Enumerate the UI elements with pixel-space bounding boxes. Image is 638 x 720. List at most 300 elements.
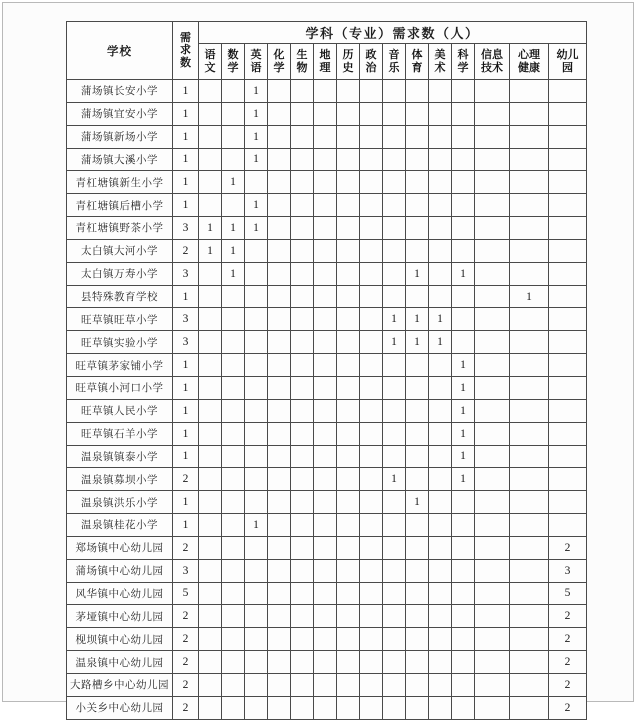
school-name-cell: 蒲场镇长安小学	[67, 80, 173, 103]
subject-value-cell	[199, 468, 222, 491]
subject-value-cell	[475, 696, 510, 719]
subject-header-line: 学	[273, 61, 285, 74]
subject-value-cell	[314, 651, 337, 674]
subject-value-cell	[406, 399, 429, 422]
demand-total-cell: 1	[173, 194, 199, 217]
subject-value-cell	[337, 331, 360, 354]
subject-value-cell	[452, 217, 475, 240]
subject-value-cell	[199, 422, 222, 445]
demand-total-cell: 1	[173, 445, 199, 468]
subject-value-cell	[406, 125, 429, 148]
school-name-cell: 青杠塘镇野茶小学	[67, 217, 173, 240]
subject-value-cell	[314, 331, 337, 354]
subject-value-cell	[406, 559, 429, 582]
subject-value-cell	[337, 605, 360, 628]
demand-total-cell: 3	[173, 217, 199, 240]
subject-value-cell	[549, 354, 587, 377]
subject-value-cell	[291, 445, 314, 468]
subject-value-cell	[510, 559, 549, 582]
subject-value-cell	[337, 628, 360, 651]
subject-value-cell	[314, 125, 337, 148]
subject-value-cell	[510, 102, 549, 125]
subject-value-cell: 1	[222, 239, 245, 262]
subject-value-cell	[337, 194, 360, 217]
subject-value-cell	[222, 194, 245, 217]
subject-value-cell: 1	[222, 171, 245, 194]
subject-header-line: 英	[250, 48, 262, 61]
subject-value-cell	[383, 491, 406, 514]
demand-total-cell: 1	[173, 491, 199, 514]
school-name-cell: 温泉镇洪乐小学	[67, 491, 173, 514]
school-name-cell: 小关乡中心幼儿园	[67, 696, 173, 719]
subject-value-cell	[475, 331, 510, 354]
table-row	[67, 673, 587, 696]
subject-value-cell	[475, 445, 510, 468]
subject-value-cell	[383, 217, 406, 240]
school-name-cell: 温泉镇募坝小学	[67, 468, 173, 491]
subject-value-cell	[291, 262, 314, 285]
subject-value-cell	[222, 308, 245, 331]
subject-value-cell	[475, 422, 510, 445]
subject-value-cell: 1	[429, 331, 452, 354]
subject-value-cell	[222, 80, 245, 103]
subject-value-cell	[245, 628, 268, 651]
subject-column-header	[314, 44, 337, 80]
subject-value-cell	[268, 125, 291, 148]
subject-header-line: 地	[319, 48, 331, 61]
subject-value-cell	[429, 148, 452, 171]
demand-total-cell: 1	[173, 376, 199, 399]
subject-value-cell	[406, 468, 429, 491]
subject-value-cell	[291, 125, 314, 148]
subject-value-cell	[337, 673, 360, 696]
subject-value-cell	[222, 148, 245, 171]
subject-value-cell	[337, 536, 360, 559]
demand-header-line: 求	[180, 44, 191, 57]
table-row	[67, 445, 587, 468]
subject-value-cell	[222, 354, 245, 377]
subject-header-line: 乐	[388, 61, 400, 74]
subject-value-cell	[452, 536, 475, 559]
table-row	[67, 194, 587, 217]
subject-value-cell: 1	[245, 102, 268, 125]
table-row	[67, 559, 587, 582]
subject-value-cell	[406, 673, 429, 696]
subject-value-cell	[510, 582, 549, 605]
subject-header-line: 音	[388, 48, 400, 61]
subject-value-cell	[549, 514, 587, 537]
subject-value-cell	[475, 399, 510, 422]
subject-header-line: 理	[319, 61, 331, 74]
subject-column-header	[475, 44, 510, 80]
subject-group-header: 学科（专业）需求数（人）	[199, 22, 587, 44]
subject-value-cell	[406, 696, 429, 719]
subject-value-cell	[383, 514, 406, 537]
subject-value-cell	[360, 468, 383, 491]
subject-value-cell	[245, 354, 268, 377]
subject-value-cell	[475, 354, 510, 377]
subject-value-cell	[314, 80, 337, 103]
subject-value-cell	[199, 673, 222, 696]
subject-value-cell	[337, 80, 360, 103]
subject-value-cell	[510, 148, 549, 171]
subject-value-cell	[429, 239, 452, 262]
subject-value-cell	[429, 102, 452, 125]
subject-value-cell: 1	[199, 239, 222, 262]
subject-value-cell	[383, 285, 406, 308]
subject-value-cell	[291, 194, 314, 217]
table-row	[67, 514, 587, 537]
subject-value-cell	[337, 696, 360, 719]
subject-value-cell	[383, 194, 406, 217]
subject-value-cell	[314, 262, 337, 285]
subject-value-cell	[337, 262, 360, 285]
subject-value-cell	[452, 308, 475, 331]
subject-value-cell	[245, 285, 268, 308]
subject-value-cell	[549, 285, 587, 308]
subject-value-cell	[199, 628, 222, 651]
subject-value-cell	[222, 628, 245, 651]
subject-value-cell	[199, 285, 222, 308]
subject-value-cell	[291, 422, 314, 445]
subject-value-cell	[549, 331, 587, 354]
subject-value-cell	[314, 536, 337, 559]
subject-value-cell	[475, 376, 510, 399]
subject-value-cell	[452, 148, 475, 171]
subject-value-cell	[549, 376, 587, 399]
subject-value-cell	[291, 559, 314, 582]
subject-column-header	[452, 44, 475, 80]
subject-value-cell	[245, 605, 268, 628]
subject-value-cell	[199, 102, 222, 125]
subject-value-cell	[268, 262, 291, 285]
subject-value-cell	[383, 148, 406, 171]
subject-value-cell: 2	[549, 605, 587, 628]
subject-value-cell	[475, 217, 510, 240]
subject-value-cell	[291, 217, 314, 240]
demand-total-cell: 2	[173, 468, 199, 491]
table-row	[67, 651, 587, 674]
subject-header-line: 语	[204, 48, 216, 61]
subject-value-cell: 1	[452, 354, 475, 377]
subject-value-cell	[360, 559, 383, 582]
subject-value-cell	[245, 308, 268, 331]
subject-value-cell	[268, 696, 291, 719]
subject-value-cell	[475, 536, 510, 559]
subject-header-line: 数	[227, 48, 239, 61]
subject-value-cell	[510, 605, 549, 628]
subject-value-cell	[383, 696, 406, 719]
subject-value-cell	[222, 605, 245, 628]
subject-value-cell	[314, 422, 337, 445]
subject-value-cell	[510, 308, 549, 331]
subject-value-cell	[268, 399, 291, 422]
subject-value-cell	[406, 605, 429, 628]
subject-value-cell	[475, 125, 510, 148]
subject-value-cell: 1	[245, 148, 268, 171]
subject-value-cell	[429, 171, 452, 194]
subject-value-cell	[268, 673, 291, 696]
subject-value-cell: 1	[452, 445, 475, 468]
subject-value-cell	[360, 399, 383, 422]
subject-value-cell	[199, 514, 222, 537]
subject-value-cell	[291, 148, 314, 171]
subject-value-cell	[314, 376, 337, 399]
subject-value-cell	[475, 171, 510, 194]
subject-column-header	[199, 44, 222, 80]
subject-value-cell	[222, 651, 245, 674]
subject-value-cell	[549, 468, 587, 491]
table-row	[67, 468, 587, 491]
school-name-cell: 旺草镇旺草小学	[67, 308, 173, 331]
subject-value-cell: 1	[406, 308, 429, 331]
subject-value-cell	[222, 536, 245, 559]
subject-value-cell	[429, 559, 452, 582]
subject-value-cell	[314, 514, 337, 537]
school-name-cell: 茅垭镇中心幼儿园	[67, 605, 173, 628]
subject-value-cell	[268, 354, 291, 377]
subject-value-cell	[406, 651, 429, 674]
subject-value-cell	[291, 331, 314, 354]
subject-value-cell	[429, 80, 452, 103]
subject-value-cell	[291, 354, 314, 377]
school-name-cell: 太白镇万寿小学	[67, 262, 173, 285]
subject-value-cell: 1	[452, 262, 475, 285]
subject-value-cell: 1	[452, 399, 475, 422]
subject-value-cell: 1	[510, 285, 549, 308]
subject-value-cell	[549, 194, 587, 217]
subject-value-cell: 1	[429, 308, 452, 331]
subject-value-cell: 2	[549, 673, 587, 696]
table-row	[67, 125, 587, 148]
subject-value-cell	[549, 491, 587, 514]
subject-column-header	[510, 44, 549, 80]
subject-value-cell	[549, 239, 587, 262]
subject-value-cell	[360, 239, 383, 262]
subject-value-cell	[475, 239, 510, 262]
subject-value-cell	[510, 628, 549, 651]
subject-value-cell	[510, 445, 549, 468]
subject-value-cell	[222, 582, 245, 605]
subject-value-cell	[383, 354, 406, 377]
demand-total-cell: 2	[173, 628, 199, 651]
subject-value-cell	[268, 491, 291, 514]
subject-header-line: 生	[296, 48, 308, 61]
school-name-cell: 蒲场镇宜安小学	[67, 102, 173, 125]
subject-value-cell	[383, 171, 406, 194]
subject-value-cell	[383, 651, 406, 674]
demand-total-cell: 1	[173, 354, 199, 377]
demand-total-cell: 2	[173, 239, 199, 262]
subject-value-cell	[268, 559, 291, 582]
subject-value-cell	[360, 536, 383, 559]
school-name-cell: 太白镇大河小学	[67, 239, 173, 262]
subject-value-cell	[222, 491, 245, 514]
subject-value-cell: 1	[452, 468, 475, 491]
subject-value-cell	[406, 217, 429, 240]
subject-value-cell	[291, 171, 314, 194]
subject-value-cell	[268, 80, 291, 103]
demand-total-cell: 1	[173, 80, 199, 103]
subject-value-cell: 2	[549, 696, 587, 719]
school-name-cell: 风华镇中心幼儿园	[67, 582, 173, 605]
subject-value-cell	[199, 354, 222, 377]
school-name-cell: 旺草镇实验小学	[67, 331, 173, 354]
table-row	[67, 628, 587, 651]
subject-value-cell	[429, 605, 452, 628]
subject-value-cell	[199, 605, 222, 628]
subject-value-cell	[360, 651, 383, 674]
subject-column-header	[429, 44, 452, 80]
subject-value-cell	[510, 376, 549, 399]
subject-value-cell	[406, 354, 429, 377]
subject-column-header	[406, 44, 429, 80]
subject-header-line: 物	[296, 61, 308, 74]
subject-value-cell	[510, 536, 549, 559]
subject-value-cell	[475, 651, 510, 674]
subject-value-cell	[314, 605, 337, 628]
subject-value-cell	[549, 217, 587, 240]
subject-value-cell	[268, 171, 291, 194]
subject-value-cell	[406, 582, 429, 605]
subject-value-cell	[429, 422, 452, 445]
table-row	[67, 536, 587, 559]
subject-value-cell	[245, 331, 268, 354]
subject-value-cell	[549, 399, 587, 422]
subject-header-line: 信息	[481, 48, 503, 61]
demand-total-cell: 3	[173, 308, 199, 331]
subject-value-cell	[383, 673, 406, 696]
scanned-page	[2, 2, 634, 715]
subject-value-cell	[475, 308, 510, 331]
subject-value-cell	[291, 605, 314, 628]
subject-value-cell	[337, 651, 360, 674]
subject-value-cell	[222, 102, 245, 125]
subject-value-cell	[510, 422, 549, 445]
subject-value-cell	[245, 696, 268, 719]
subject-value-cell	[199, 171, 222, 194]
subject-value-cell	[337, 514, 360, 537]
subject-value-cell	[360, 582, 383, 605]
subject-value-cell	[549, 148, 587, 171]
subject-value-cell: 1	[406, 491, 429, 514]
subject-value-cell	[199, 125, 222, 148]
subject-column-header	[360, 44, 383, 80]
table-row	[67, 148, 587, 171]
subject-value-cell	[475, 102, 510, 125]
subject-value-cell	[268, 536, 291, 559]
subject-value-cell: 1	[383, 468, 406, 491]
subject-value-cell	[245, 651, 268, 674]
demand-total-cell: 2	[173, 651, 199, 674]
subject-value-cell	[383, 125, 406, 148]
subject-value-cell	[245, 239, 268, 262]
table-row	[67, 239, 587, 262]
subject-header-line: 政	[365, 48, 377, 61]
subject-value-cell	[291, 285, 314, 308]
subject-value-cell	[429, 468, 452, 491]
table-row	[67, 354, 587, 377]
demand-total-cell: 1	[173, 148, 199, 171]
subject-value-cell	[406, 628, 429, 651]
school-name-cell: 蒲场镇中心幼儿园	[67, 559, 173, 582]
subject-value-cell	[245, 673, 268, 696]
subject-value-cell	[199, 80, 222, 103]
school-name-cell: 青杠塘镇新生小学	[67, 171, 173, 194]
subject-value-cell	[475, 285, 510, 308]
subject-value-cell	[452, 491, 475, 514]
subject-value-cell	[199, 582, 222, 605]
subject-value-cell	[245, 171, 268, 194]
school-column-header: 学校	[67, 22, 173, 80]
subject-value-cell	[291, 651, 314, 674]
table-row	[67, 262, 587, 285]
demand-count-column-header	[173, 22, 199, 80]
subject-value-cell	[314, 148, 337, 171]
demand-total-cell: 1	[173, 422, 199, 445]
subject-value-cell	[510, 468, 549, 491]
demand-total-cell: 3	[173, 331, 199, 354]
subject-value-cell	[406, 194, 429, 217]
subject-value-cell	[314, 628, 337, 651]
subject-value-cell	[429, 125, 452, 148]
subject-value-cell	[360, 80, 383, 103]
subject-value-cell	[429, 696, 452, 719]
demand-total-cell: 3	[173, 559, 199, 582]
subject-value-cell	[360, 331, 383, 354]
school-name-cell: 温泉镇中心幼儿园	[67, 651, 173, 674]
demand-total-cell: 5	[173, 582, 199, 605]
subject-value-cell	[360, 673, 383, 696]
subject-value-cell	[406, 422, 429, 445]
subject-value-cell	[429, 536, 452, 559]
subject-value-cell	[291, 696, 314, 719]
table-row	[67, 582, 587, 605]
subject-value-cell	[337, 308, 360, 331]
subject-value-cell	[268, 605, 291, 628]
subject-value-cell	[429, 262, 452, 285]
subject-value-cell	[314, 171, 337, 194]
subject-header-line: 健康	[518, 61, 540, 74]
table-row	[67, 331, 587, 354]
subject-value-cell	[429, 217, 452, 240]
subject-value-cell	[222, 376, 245, 399]
subject-value-cell	[268, 582, 291, 605]
subject-value-cell	[452, 239, 475, 262]
subject-value-cell	[360, 102, 383, 125]
subject-value-cell	[291, 468, 314, 491]
subject-value-cell	[222, 422, 245, 445]
subject-header-line: 化	[273, 48, 285, 61]
table-row	[67, 696, 587, 719]
subject-value-cell	[510, 171, 549, 194]
subject-value-cell	[314, 399, 337, 422]
subject-value-cell	[475, 673, 510, 696]
table-row	[67, 171, 587, 194]
subject-value-cell	[452, 514, 475, 537]
subject-value-cell	[268, 331, 291, 354]
subject-value-cell	[406, 80, 429, 103]
subject-value-cell	[268, 422, 291, 445]
subject-value-cell	[452, 605, 475, 628]
subject-value-cell	[314, 354, 337, 377]
subject-value-cell	[475, 491, 510, 514]
subject-value-cell	[268, 194, 291, 217]
subject-value-cell	[429, 399, 452, 422]
subject-value-cell	[199, 536, 222, 559]
subject-value-cell	[199, 696, 222, 719]
subject-value-cell	[268, 102, 291, 125]
